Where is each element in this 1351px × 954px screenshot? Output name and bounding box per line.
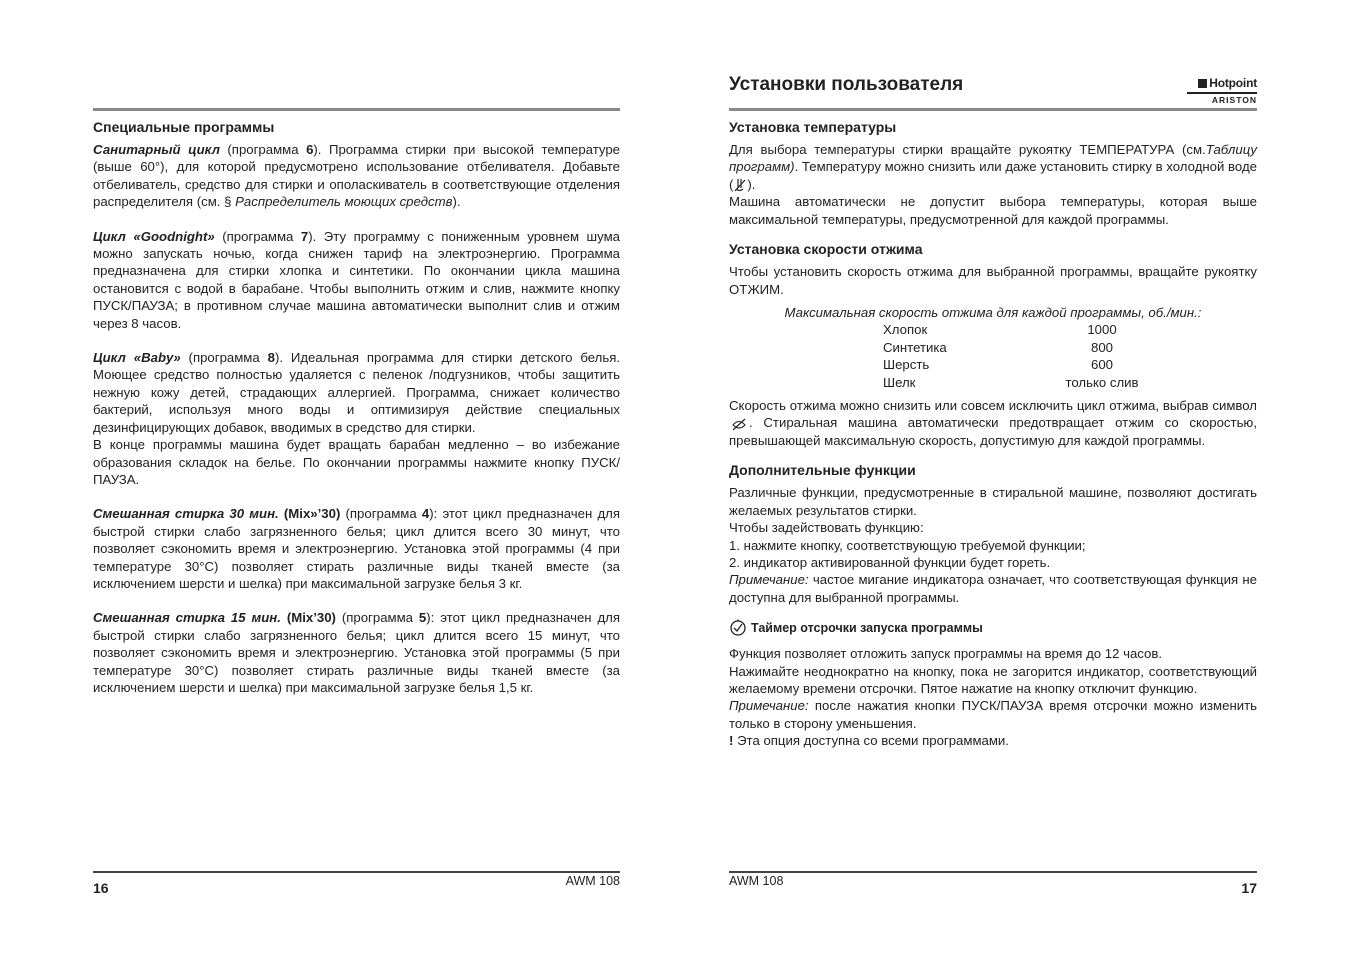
timer-paragraph-2: Нажимайте неоднократно на кнопку, пока не загорится индикатор, соответствующий желаемому времени отсрочки. Пятое нажатие на кнопку отключит функцию. (729, 663, 1257, 696)
footer-rule (729, 871, 1257, 873)
mix30-paragraph: Смешанная стирка 30 мин. (Mix»’30) (программа 4): этот цикл предназначен для быстрой стирки слабо загрязненного белья; цикл длится всего 30 минут, что позволяет сэкономить время и электроэнергию. Установка этой программы (4 при температуре 30°C) позволяет стирать различные виды тканей вместе (за исключением шерсти и шелка) при максимальной загрузке белья 3 кг. (93, 506, 621, 591)
delay-timer-icon (729, 619, 747, 637)
table-row: Шерсть 600 (883, 357, 1113, 373)
footer-rule (93, 871, 620, 873)
extra-note: Примечание: частое мигание индикатора означает, что соответствующая функция не доступна для выбранной программы. (729, 572, 1257, 605)
sanitary-paragraph: Санитарный цикл (программа 6). Программа стирки при высокой температуре (выше 60°), для которой предусмотрено использование отбеливателя. Добавьте отбеливатель, средство для стирки и ополаскиватель в соответствующие отделения распределителя (см. § Распределитель моющих средств). (93, 142, 620, 210)
spin-title: Установка скорости отжима (729, 241, 923, 258)
goodnight-paragraph: Цикл «Goodnight» (программа 7). Эту программу с пониженным уровнем шума можно запускать ночью, когда снижен тариф на электроэнергию. Программа предназначена для стирки хлопка и синтетики. По окончании цикла машина остановится с водой в барабане. Чтобы выполнить отжим и слив, нажмите кнопку ПУСК/ПАУЗА; в противном случае машина автоматически выполнит слив и отжим через 8 часов. (93, 228, 620, 331)
page-title: Установки пользователя (729, 74, 964, 95)
baby-paragraph-2: В конце программы машина будет вращать барабан медленно – во избежание образования складок на белье. По окончании программы нажмите кнопку ПУСК/ПАУЗА. (93, 437, 620, 487)
section-title: Специальные программы (93, 119, 275, 135)
temperature-paragraph: Для выбора температуры стирки вращайте рукоятку ТЕМПЕРАТУРА (см.Таблицу программ). Температуру можно снизить или даже установить стирку в холодной воде ( ). (729, 142, 1257, 192)
left-content (93, 119, 620, 696)
right-page (729, 0, 1257, 954)
table-row: Синтетика 800 (883, 339, 1113, 355)
no-spin-icon (729, 416, 749, 432)
model-label: AWM 108 (729, 874, 784, 888)
spin-table-caption: Максимальная скорость отжима для каждой программы, об./мин.: (784, 304, 1202, 320)
extra-functions-title: Дополнительные функции (729, 462, 916, 479)
page-number: 16 (93, 880, 109, 896)
header-rule (729, 108, 1257, 111)
brand-logo: Hotpoint ARISTON (1187, 76, 1257, 105)
spin-paragraph-2: Скорость отжима можно снизить или совсем исключить цикл отжима, выбрав символ . Стиральная машина автоматически предотвращает отжим со скоростью, превышающей максимальную скорость, допустимую для каждой программы. (729, 397, 1257, 448)
timer-note: Примечание: после нажатия кнопки ПУСК/ПАУЗА время отсрочки можно изменить только в сторону уменьшения. (729, 698, 1257, 731)
extra-paragraph-2: Чтобы задействовать функцию: (729, 520, 924, 536)
baby-paragraph: Цикл «Baby» (программа 8). Идеальная программа для стирки детского белья. Моющее средство полностью удаляется с пеленок /подгузников, чтобы защитить нежную кожу детей, страдающих аллергией. Программа, снижает количество бактерий, используя много воды и оптимизируя действие специальных дезинфицирующих добавок, вводимых в средство для стирки. (93, 350, 621, 435)
spin-paragraph: Чтобы установить скорость отжима для выбранной программы, вращайте рукоятку ОТЖИМ. (729, 264, 1257, 297)
timer-paragraph: Функция позволяет отложить запуск программы на время до 12 часов. (729, 646, 1163, 662)
left-page (93, 0, 620, 954)
model-label: AWM 108 (565, 874, 620, 888)
extra-step-2: 2. индикатор активированной функции будет гореть. (729, 554, 1051, 570)
mix15-paragraph: Смешанная стирка 15 мин. (Mix’30) (программа 5): этот цикл предназначен для быстрой стирки слабо загрязненного белья; цикл длится всего 15 минут, что позволяет сэкономить время и электроэнергию. Установка этой программы (5 при температуре 30°C) позволяет стирать различные виды тканей вместе (за исключением шерсти и шелка) при максимальной загрузке белья 1,5 кг. (93, 610, 621, 695)
spin-speed-table (729, 304, 1257, 391)
extra-paragraph: Различные функции, предусмотренные в стиральной машине, позволяют достигать желаемых результатов стирки. (729, 485, 1257, 518)
page-number: 17 (1241, 880, 1257, 896)
extra-step-1: 1. нажмите кнопку, соответствующую требуемой функции; (729, 537, 1086, 553)
temperature-paragraph-2: Машина автоматически не допустит выбора температуры, которая выше максимальной температуры, предусмотренной для каждой программы. (729, 194, 1257, 227)
right-content (729, 119, 1257, 750)
timer-subtitle: Таймер отсрочки запуска программы (729, 619, 1257, 637)
table-row: Хлопок 1000 (883, 322, 1117, 338)
header-rule (93, 108, 620, 111)
timer-availability: ! Эта опция доступна со всеми программами. (729, 733, 1009, 749)
table-row: Шелк только слив (883, 374, 1139, 390)
temperature-title: Установка температуры (729, 119, 897, 135)
logo-mark-icon (1198, 79, 1207, 88)
cold-water-icon (733, 177, 747, 193)
